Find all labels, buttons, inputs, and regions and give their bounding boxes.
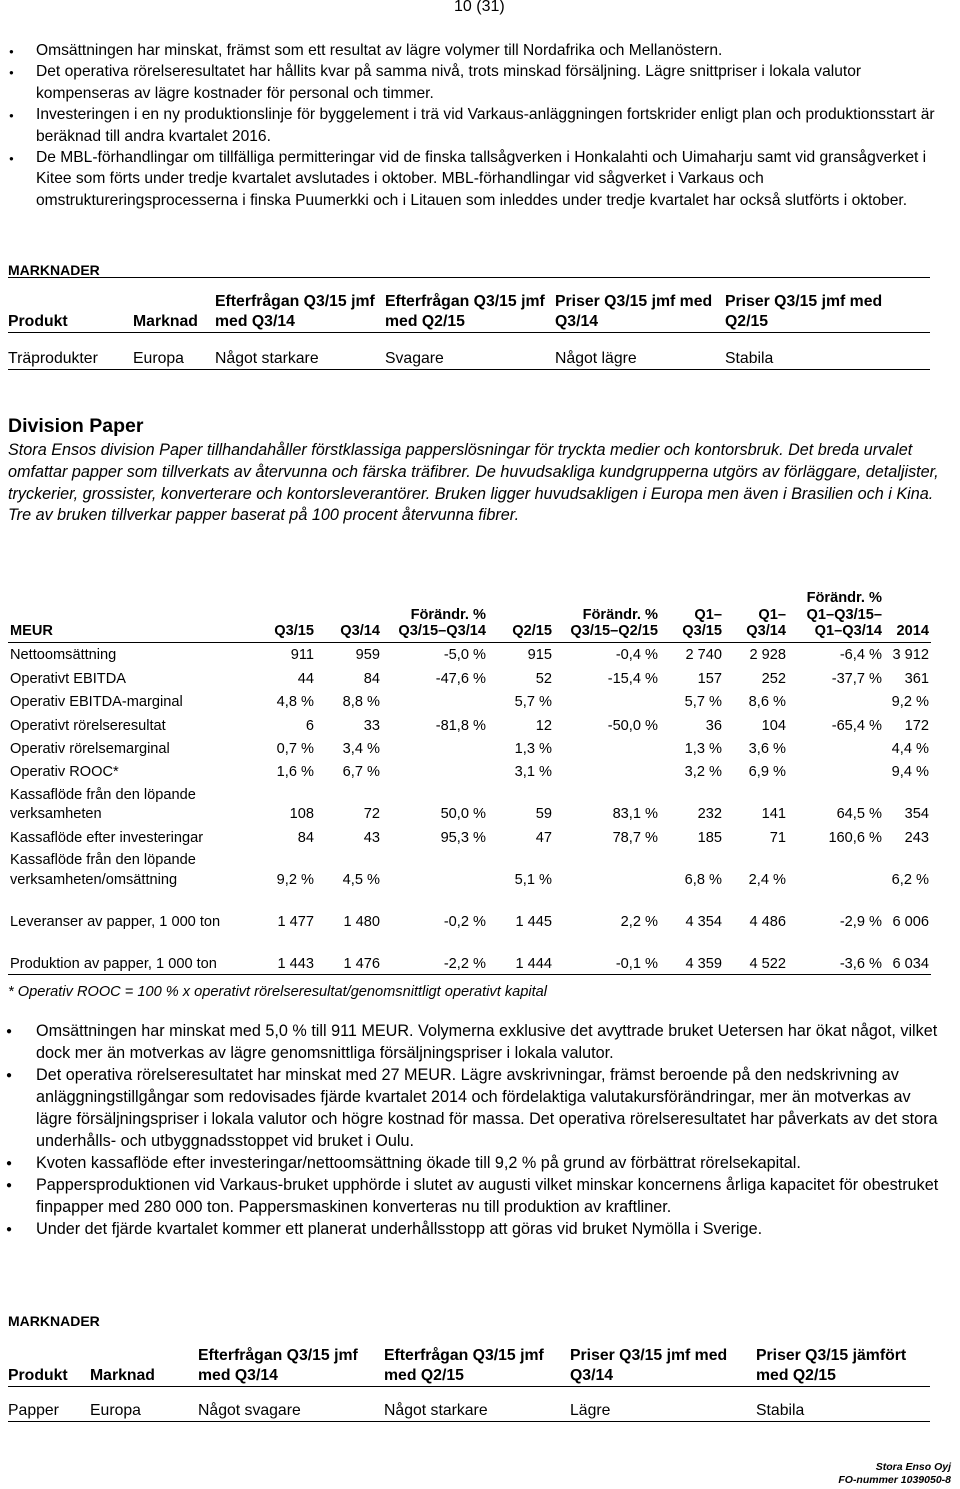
table-cell: -0,2 %: [443, 913, 486, 930]
table-row: [8, 783, 931, 825]
table-cell: 83,1 %: [612, 806, 658, 823]
table-cell: 243: [904, 829, 929, 846]
table-cell: -37,7 %: [831, 670, 882, 687]
column-header: Förändr. % Q3/15–Q2/15: [554, 590, 660, 642]
table-cell: [554, 736, 660, 759]
table-cell: 4,5 %: [342, 871, 380, 888]
table-cell: 1,3 %: [684, 740, 722, 757]
table-row: [8, 642, 931, 666]
table-cell: 2 740: [685, 647, 722, 664]
table-cell: 0,7 %: [276, 740, 314, 757]
table-cell: 141: [761, 806, 786, 823]
table-cell: 1 443: [250, 932, 316, 975]
table-cell: 5,7 %: [514, 694, 552, 711]
column-header: Q2/15: [488, 590, 554, 642]
column-header: Produkt: [8, 278, 133, 333]
table-cell: 95,3 %: [440, 829, 486, 846]
markets-table-wood: [8, 277, 930, 370]
table-cell: -5,0 %: [443, 647, 486, 664]
table-cell: [554, 689, 660, 712]
table-cell: 911: [290, 647, 314, 664]
table-cell: 12: [535, 717, 552, 734]
table-cell: 6,7 %: [342, 764, 380, 781]
table-cell: [788, 736, 884, 759]
financial-table: [8, 590, 931, 975]
list-item: ● Omsättningen har minskat med 5,0 % till 911 MEUR. Volymerna exklusive det avyttrade bruket Uetersen har ökat något, vilket dock mer än motverkas av lägre genomsnittliga försäljningspriser i lokala valutor.: [0, 1020, 945, 1064]
table-cell: Något lägre: [555, 333, 725, 370]
table-cell: 354: [904, 806, 929, 823]
table-cell: 157: [697, 670, 722, 687]
table-cell: [788, 689, 884, 712]
table-cell: Något starkare: [215, 333, 385, 370]
table-cell: 4 359: [660, 932, 724, 975]
column-header: Priser Q3/15 jmf med Q3/14: [555, 278, 725, 333]
table-cell: 50,0 %: [440, 806, 486, 823]
column-header: Q3/14: [316, 590, 382, 642]
table-row: [8, 736, 931, 759]
intro-bullet-list: [0, 40, 955, 211]
row-label: Produktion av papper, 1 000 ton: [8, 932, 250, 975]
list-item: ● Investeringen i en ny produktionslinje för byggelement i trä vid Varkaus-anläggningen fortskrider enligt plan och produktionsstart är beräknad till andra kvartalet 2016.: [0, 104, 955, 147]
table-cell: 8,8 %: [342, 694, 380, 711]
row-label: Kassaflöde från den löpande verksamheten/omsättning: [10, 852, 196, 888]
column-header: Q1– Q3/14: [724, 590, 788, 642]
table-cell: 252: [761, 670, 786, 687]
table-cell: 33: [363, 717, 380, 734]
table-cell: 84: [363, 670, 380, 687]
table-cell: 6 006: [892, 913, 929, 930]
table-cell: 78,7 %: [612, 829, 658, 846]
table-cell: Stabila: [725, 333, 930, 370]
table-cell: -0,4 %: [615, 647, 658, 664]
row-label: Operativt EBITDA: [10, 670, 126, 687]
paper-bullet-list: [0, 1020, 945, 1240]
column-header: Priser Q3/15 jmf med Q2/15: [725, 278, 930, 333]
table-cell: 5,1 %: [514, 871, 552, 888]
table-cell: 104: [761, 717, 786, 734]
list-item: ● Omsättningen har minskat, främst som ett resultat av lägre volymer till Nordafrika och Mellanöstern.: [0, 40, 955, 61]
table-row: [8, 848, 931, 890]
table-row: [8, 689, 931, 712]
table-cell: 1 445: [515, 913, 552, 930]
table-cell: 52: [535, 670, 552, 687]
table-header-row: [8, 590, 931, 642]
page-number: 10 (31): [454, 0, 505, 15]
row-label: Nettoomsättning: [10, 647, 117, 664]
table-cell: 5,7 %: [684, 694, 722, 711]
table-row: [8, 890, 931, 932]
table-cell: 47: [535, 829, 552, 846]
table-cell: -6,4 %: [839, 647, 882, 664]
row-label: Kassaflöde efter investeringar: [10, 829, 204, 846]
row-label: Operativ ROOC*: [10, 764, 119, 781]
table-cell: 3,1 %: [514, 764, 552, 781]
table-cell: [788, 759, 884, 782]
table-cell: Träprodukter: [8, 333, 133, 370]
table-cell: [554, 848, 660, 890]
list-item: ● Pappersproduktionen vid Varkaus-bruket upphörde i slutet av augusti vilket minskar koncernens årliga kapacitet för obestruket finpapper med 280 000 ton. Pappersmaskinen konverteras nu till produktion av kraftliner.: [0, 1174, 945, 1218]
table-row: [8, 759, 931, 782]
table-cell: 2 928: [749, 647, 786, 664]
division-description: Stora Ensos division Paper tillhandahåller förstklassiga papperslösningar för tryckta medier och kontorsbruk. Det breda urvalet omfattar papper som tillverkats av återvunna och färska träfibrer. De huvudsakliga kundgrupperna utgörs av förläggare, detaljister, tryckerier, grossister, konverterare och kontorsleverantörer. Bruken ligger huvudsakligen i Europa men även i Brasilien och i Kina. Tre av bruken tillverkar papper baserat på 100 procent återvunna fibrer.: [8, 441, 939, 525]
page-footer: [838, 1461, 951, 1487]
list-item: ● De MBL-förhandlingar om tillfälliga permitteringar vid de finska tallsågverken i Honkalahti och Uimaharju samt vid gransågverket i Kitee som förts under tredje kvartalet avslutades i oktober. MBL-förhandlingar vid sågverket i Varkaus och omstruktureringsprocesserna i finska Puumerkki och i Litauen som inleddes under tredje kvartalet har också slutförts i oktober.: [0, 147, 955, 211]
column-header: MEUR: [8, 590, 250, 642]
table-row: [8, 932, 931, 975]
table-cell: 6: [305, 717, 314, 734]
table-cell: -2,9 %: [839, 913, 882, 930]
markets-label: MARKNADER: [8, 1313, 100, 1329]
table-cell: Lägre: [570, 1387, 756, 1422]
table-row: [8, 825, 931, 848]
table-cell: 4,8 %: [276, 694, 314, 711]
table-cell: 84: [297, 829, 314, 846]
table-cell: 1,6 %: [276, 764, 314, 781]
table-cell: 3,4 %: [342, 740, 380, 757]
table-cell: 4 354: [685, 913, 722, 930]
row-label: Operativ rörelsemarginal: [10, 740, 170, 757]
table-cell: 6,2 %: [891, 871, 929, 888]
table-cell: 9,4 %: [891, 764, 929, 781]
division-title: Division Paper: [8, 415, 144, 437]
table-cell: 64,5 %: [836, 806, 882, 823]
list-item: ● Kvoten kassaflöde efter investeringar/nettoomsättning ökade till 9,2 % på grund av förbättrat rörelsekapital.: [0, 1152, 945, 1174]
column-header: Priser Q3/15 jämfört med Q2/15: [756, 1336, 930, 1387]
table-cell: 72: [363, 806, 380, 823]
table-row: [8, 333, 930, 370]
column-header: 2014: [884, 590, 931, 642]
table-cell: 44: [297, 670, 314, 687]
markets-label: MARKNADER: [8, 262, 100, 278]
column-header: Efterfrågan Q3/15 jmf med Q2/15: [384, 1336, 570, 1387]
table-cell: 3,6 %: [748, 740, 786, 757]
table-cell: Europa: [133, 333, 215, 370]
table-cell: 172: [904, 717, 929, 734]
list-item: ● Det operativa rörelseresultatet har hållits kvar på samma nivå, trots minskad försäljning. Lägre snittpriser i lokala valutor kompenseras av lägre kostnader för personal och timmer.: [0, 61, 955, 104]
table-cell: [554, 759, 660, 782]
column-header: Förändr. % Q1–Q3/15– Q1–Q3/14: [788, 590, 884, 642]
table-cell: 9,2 %: [276, 871, 314, 888]
table-cell: 1 476: [316, 932, 382, 975]
table-cell: 185: [697, 829, 722, 846]
table-header-row: [8, 1336, 930, 1387]
table-cell: 4 522: [724, 932, 788, 975]
table-cell: 1 480: [343, 913, 380, 930]
table-cell: 1 477: [277, 913, 314, 930]
table-cell: 4,4 %: [891, 740, 929, 757]
table-cell: 232: [697, 806, 722, 823]
column-header: Priser Q3/15 jmf med Q3/14: [570, 1336, 756, 1387]
table-cell: Svagare: [385, 333, 555, 370]
column-header: Efterfrågan Q3/15 jmf med Q3/14: [215, 278, 385, 333]
column-header: Q1– Q3/15: [660, 590, 724, 642]
table-cell: -15,4 %: [607, 670, 658, 687]
list-item: ● Det operativa rörelseresultatet har minskat med 27 MEUR. Lägre avskrivningar, främst beroende på den nedskrivning av anläggningstillgångar som redovisades fjärde kvartalet 2014 och fördelaktiga valutakursförändringar, mer än motverkas av lägre försäljningspriser i lokala valutor och högre kostnad för massa. Det operativa rörelseresultatet har påverkats av det stora underhålls- och utbyggnadsstoppet vid bruket i Oulu.: [0, 1064, 945, 1152]
column-header: Marknad: [90, 1336, 198, 1387]
table-cell: 2,4 %: [748, 871, 786, 888]
column-header: Q3/15: [250, 590, 316, 642]
table-cell: -81,8 %: [435, 717, 486, 734]
table-cell: 1,3 %: [514, 740, 552, 757]
table-cell: 915: [527, 647, 552, 664]
table-cell: -0,1 %: [554, 932, 660, 975]
table-cell: 43: [363, 829, 380, 846]
table-cell: -65,4 %: [831, 717, 882, 734]
table-cell: -47,6 %: [435, 670, 486, 687]
table-cell: Europa: [90, 1387, 198, 1422]
table-cell: 36: [705, 717, 722, 734]
table-cell: 9,2 %: [891, 694, 929, 711]
table-cell: 59: [535, 806, 552, 823]
table-cell: 8,6 %: [748, 694, 786, 711]
table-cell: -3,6 %: [788, 932, 884, 975]
footnote: * Operativ ROOC = 100 % x operativt rörelseresultat/genomsnittligt operativt kapital: [8, 984, 547, 1000]
table-cell: 6 034: [884, 932, 931, 975]
table-row: [8, 666, 931, 689]
row-label: Operativ EBITDA-marginal: [10, 694, 183, 711]
table-cell: -2,2 %: [382, 932, 488, 975]
table-cell: 2,2 %: [620, 913, 658, 930]
table-cell: 3,2 %: [684, 764, 722, 781]
table-cell: Något starkare: [384, 1387, 570, 1422]
table-cell: [382, 759, 488, 782]
table-cell: 6,9 %: [748, 764, 786, 781]
row-label: Kassaflöde från den löpande verksamheten: [10, 786, 196, 823]
row-label: Leveranser av papper, 1 000 ton: [10, 913, 221, 930]
company-name: Stora Enso Oyj: [875, 1461, 951, 1473]
table-cell: Papper: [8, 1387, 90, 1422]
table-cell: 71: [769, 829, 786, 846]
column-header: Produkt: [8, 1336, 90, 1387]
table-cell: 3 912: [892, 647, 929, 664]
table-cell: 160,6 %: [828, 829, 882, 846]
table-cell: [382, 848, 488, 890]
fo-number: FO-nummer 1039050-8: [838, 1474, 951, 1486]
table-cell: Stabila: [756, 1387, 930, 1422]
table-cell: 1 444: [488, 932, 554, 975]
table-cell: Något svagare: [198, 1387, 384, 1422]
table-cell: 959: [355, 647, 380, 664]
table-cell: [382, 689, 488, 712]
table-row: [8, 713, 931, 736]
table-cell: [788, 848, 884, 890]
table-cell: 361: [904, 670, 929, 687]
table-header-row: [8, 278, 930, 333]
markets-table-paper: [8, 1336, 930, 1422]
column-header: Förändr. % Q3/15–Q3/14: [382, 590, 488, 642]
row-label: Operativt rörelseresultat: [10, 717, 166, 734]
table-row: [8, 1387, 930, 1422]
column-header: Efterfrågan Q3/15 jmf med Q2/15: [385, 278, 555, 333]
column-header: Marknad: [133, 278, 215, 333]
table-cell: 6,8 %: [684, 871, 722, 888]
table-cell: [382, 736, 488, 759]
list-item: ● Under det fjärde kvartalet kommer ett planerat underhållsstopp att göras vid bruket Nymölla i Sverige.: [0, 1218, 945, 1240]
column-header: Efterfrågan Q3/15 jmf med Q3/14: [198, 1336, 384, 1387]
table-cell: -50,0 %: [607, 717, 658, 734]
table-cell: 108: [289, 806, 314, 823]
table-cell: 4 486: [749, 913, 786, 930]
